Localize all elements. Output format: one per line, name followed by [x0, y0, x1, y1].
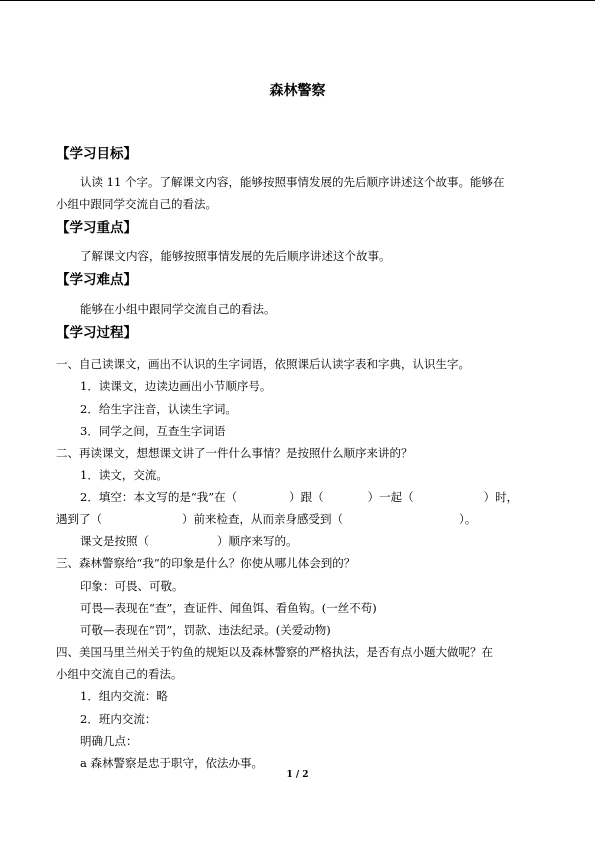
fill-text-i: ）顺序来写的。 — [217, 534, 298, 548]
fill-blank-line-2 — [56, 511, 476, 527]
step-4-1: 1．组内交流：略 — [80, 689, 168, 703]
fill-text-c: ）一起（ — [367, 490, 414, 504]
heading-difficulty: 【学习难点】 — [56, 272, 137, 288]
step-2-1: 1．读文，交流。 — [80, 468, 168, 482]
fill-text-a: 2．填空：本文写的是“我”在（ — [80, 490, 238, 504]
step-4-2: 2．班内交流： — [80, 712, 157, 726]
heading-process: 【学习过程】 — [56, 325, 137, 341]
step-4-3: 明确几点： — [80, 734, 138, 748]
step-3-3: 可敬—表现在“罚”，罚款、违法纪录。(关爱动物) — [80, 623, 331, 637]
top-rule — [0, 0, 595, 1]
step-1: 一、自己读课文，画出不认识的生字词语，依照课后认读字表和字典，认识生字。 — [56, 357, 470, 371]
step-4: 四、美国马里兰州关于钓鱼的规矩以及森林警察的严格执法，是否有点小题大做呢？在 — [56, 645, 493, 659]
fill-blank-line-1 — [80, 489, 518, 505]
step-4-cont: 小组中交流自己的看法。 — [56, 667, 183, 681]
difficulty-text: 能够在小组中跟同学交流自己的看法。 — [80, 302, 276, 316]
fill-blank-line-3 — [80, 533, 298, 549]
key-text: 了解课文内容，能够按照事情发展的先后顺序讲述这个故事。 — [80, 249, 391, 263]
step-4-4: a 森林警察是忠于职守，依法办事。 — [80, 756, 264, 770]
goal-text-1: 认读 11 个字。了解课文内容，能够按照事情发展的先后顺序讲述这个故事。能够在 — [80, 175, 505, 189]
step-3: 三、森林警察给“我”的印象是什么？你使从哪儿体会到的？ — [56, 556, 356, 570]
fill-text-d: ）时， — [483, 490, 519, 504]
fill-text-g: ）。 — [459, 512, 477, 526]
step-1-2: 2．给生字注音，认读生字词。 — [80, 402, 237, 416]
step-1-3: 3．同学之间，互查生字词语 — [80, 424, 226, 438]
fill-text-f: ）前来检查，从而亲身感受到（ — [182, 512, 343, 526]
page-number: 1 / 2 — [286, 770, 309, 780]
step-2: 二、再读课文，想想课文讲了一件什么事情？是按照什么顺序来讲的？ — [56, 446, 413, 460]
fill-text-e: 遇到了（ — [56, 512, 102, 526]
heading-key: 【学习重点】 — [56, 220, 137, 236]
fill-text-h: 课文是按照（ — [80, 534, 149, 548]
heading-goal: 【学习目标】 — [56, 146, 137, 162]
goal-text-2: 小组中跟同学交流自己的看法。 — [56, 197, 217, 211]
page-title: 森林警察 — [269, 83, 326, 99]
step-3-2: 可畏—表现在“查”，查证件、闻鱼饵、看鱼钩。(一丝不苟) — [80, 601, 377, 615]
step-3-1: 印象：可畏、可敬。 — [80, 579, 184, 593]
fill-text-b: ）跟（ — [289, 490, 324, 504]
step-1-1: 1．读课文，边读边画出小节顺序号。 — [80, 379, 272, 393]
